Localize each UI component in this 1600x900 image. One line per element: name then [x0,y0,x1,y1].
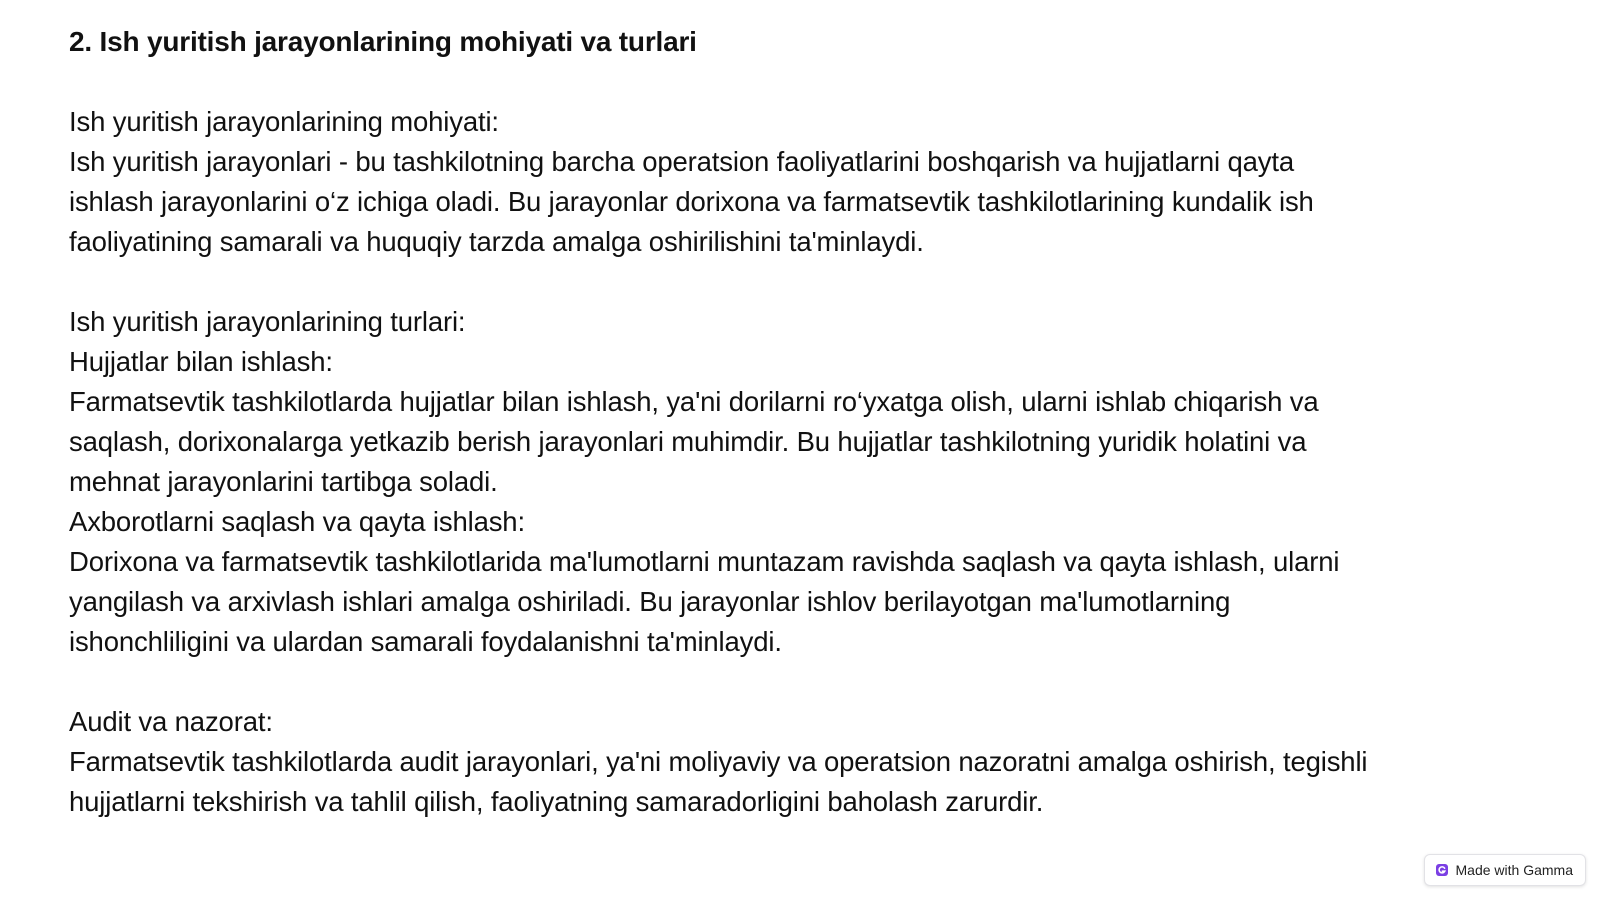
info-line-1: Dorixona va farmatsevtik tashkilotlarida ma'lumotlarni muntazam ravishda saqlash va qayta ishlash, ularni [69,546,1340,577]
spacer [69,62,1569,102]
badge-label: Made with Gamma [1455,862,1573,878]
info-line-2: yangilash va arxivlash ishlari amalga oshiriladi. Bu jarayonlar ishlov berilayotgan ma'lumotlarning [69,586,1231,617]
essence-line-1: Ish yuritish jarayonlari - bu tashkilotning barcha operatsion faoliyatlarini boshqarish va hujjatlarni qayta [69,146,1295,177]
spacer [69,262,1569,302]
essence-heading: Ish yuritish jarayonlarining mohiyati: [69,106,499,137]
spacer [69,662,1569,702]
documents-line-1: Farmatsevtik tashkilotlarda hujjatlar bilan ishlash, ya'ni dorilarni ro‘yxatga olish, ularni ishlab chiqarish va [69,386,1319,417]
documents-line-2: saqlash, dorixonalarga yetkazib berish jarayonlari muhimdir. Bu hujjatlar tashkilotning yuridik holatini va [69,426,1307,457]
slide-content [69,22,1569,822]
gamma-logo-icon [1435,863,1449,877]
types-heading: Ish yuritish jarayonlarining turlari: [69,306,466,337]
essence-line-2: ishlash jarayonlarini o‘z ichiga oladi. Bu jarayonlar dorixona va farmatsevtik tashkilotlarining kundalik ish [69,186,1314,217]
info-line-3: ishonchliligini va ulardan samarali foydalanishni ta'minlaydi. [69,626,782,657]
documents-line-3: mehnat jarayonlarini tartibga soladi. [69,466,498,497]
made-with-gamma-badge[interactable] [1424,854,1586,886]
documents-heading: Hujjatlar bilan ishlash: [69,346,333,377]
audit-heading: Audit va nazorat: [69,706,273,737]
audit-line-1: Farmatsevtik tashkilotlarda audit jarayonlari, ya'ni moliyaviy va operatsion nazoratni amalga oshirish, tegishli [69,746,1368,777]
essence-line-3: faoliyatining samarali va huquqiy tarzda amalga oshirilishini ta'minlaydi. [69,226,924,257]
slide-title: 2. Ish yuritish jarayonlarining mohiyati va turlari [69,26,697,57]
audit-line-2: hujjatlarni tekshirish va tahlil qilish, faoliyatning samaradorligini baholash zarurdir. [69,786,1044,817]
info-heading: Axborotlarni saqlash va qayta ishlash: [69,506,525,537]
